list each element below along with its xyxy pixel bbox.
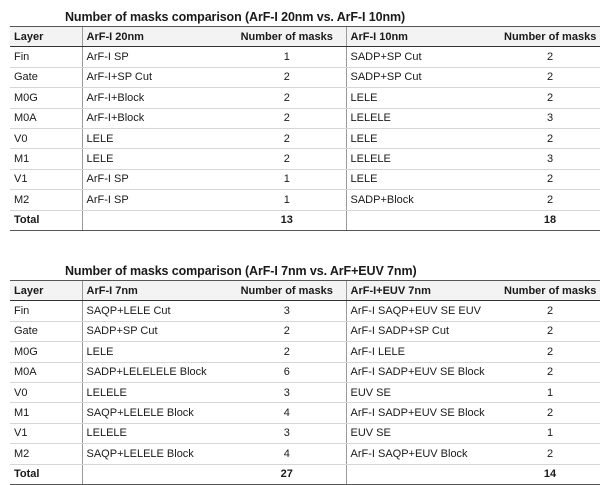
masks-a-cell: 4 [228, 403, 346, 423]
table-row [10, 423, 600, 443]
comparison-block-7-vs-euv [10, 262, 600, 485]
masks-a-cell: 2 [228, 321, 346, 341]
masks-b-cell: 2 [500, 403, 600, 423]
process-b-cell: ArF-I SADP+SP Cut [346, 321, 500, 341]
process-a-cell: ArF-I SP [82, 190, 228, 210]
header-row [10, 281, 600, 301]
process-a-cell: LELE [82, 342, 228, 362]
layer-cell: V1 [10, 423, 82, 443]
total-masks-a: 13 [228, 210, 346, 230]
process-a-cell: SADP+LELELELE Block [82, 362, 228, 382]
table-row [10, 190, 600, 210]
process-a-cell: LELELE [82, 423, 228, 443]
masks-b-cell: 2 [500, 301, 600, 321]
process-a-cell: ArF-I+Block [82, 88, 228, 108]
total-row [10, 210, 600, 230]
process-b-cell: SADP+SP Cut [346, 47, 500, 67]
process-a-cell: LELE [82, 149, 228, 169]
masks-b-cell: 3 [500, 149, 600, 169]
process-a-cell: LELELE [82, 382, 228, 402]
masks-a-cell: 3 [228, 382, 346, 402]
table-row [10, 342, 600, 362]
process-b-cell: ArF-I SAQP+EUV Block [346, 444, 500, 464]
masks-a-cell: 2 [228, 88, 346, 108]
header-masks-b: Number of masks [500, 27, 600, 47]
masks-b-cell: 2 [500, 47, 600, 67]
layer-cell: Fin [10, 47, 82, 67]
masks-a-cell: 1 [228, 47, 346, 67]
process-b-cell: ArF-I SADP+EUV SE Block [346, 403, 500, 423]
header-masks-b: Number of masks [500, 281, 600, 301]
table-row [10, 169, 600, 189]
total-empty-b [346, 464, 500, 484]
header-masks-a: Number of masks [228, 27, 346, 47]
masks-a-cell: 4 [228, 444, 346, 464]
layer-cell: M1 [10, 403, 82, 423]
masks-a-cell: 2 [228, 128, 346, 148]
layer-cell: Gate [10, 67, 82, 87]
process-a-cell: ArF-I SP [82, 47, 228, 67]
masks-b-cell: 2 [500, 190, 600, 210]
masks-b-cell: 2 [500, 88, 600, 108]
masks-a-cell: 6 [228, 362, 346, 382]
layer-cell: M0A [10, 108, 82, 128]
header-masks-a: Number of masks [228, 281, 346, 301]
layer-cell: Gate [10, 321, 82, 341]
table-title: Number of masks comparison (ArF-I 7nm vs. ArF+EUV 7nm) [65, 264, 417, 278]
process-a-cell: SAQP+LELE Cut [82, 301, 228, 321]
layer-cell: V1 [10, 169, 82, 189]
masks-b-cell: 2 [500, 362, 600, 382]
masks-a-cell: 3 [228, 423, 346, 443]
masks-b-cell: 2 [500, 342, 600, 362]
total-empty-b [346, 210, 500, 230]
masks-a-cell: 2 [228, 342, 346, 362]
table-row [10, 88, 600, 108]
total-empty-a [82, 464, 228, 484]
process-a-cell: SADP+SP Cut [82, 321, 228, 341]
masks-b-cell: 2 [500, 128, 600, 148]
masks-b-cell: 1 [500, 423, 600, 443]
layer-cell: V0 [10, 128, 82, 148]
total-masks-b: 14 [500, 464, 600, 484]
total-masks-b: 18 [500, 210, 600, 230]
layer-cell: M2 [10, 444, 82, 464]
masks-b-cell: 1 [500, 382, 600, 402]
table-row [10, 149, 600, 169]
masks-a-cell: 2 [228, 149, 346, 169]
table-row [10, 301, 600, 321]
masks-a-cell: 3 [228, 301, 346, 321]
process-b-cell: ArF-I LELE [346, 342, 500, 362]
process-b-cell: ArF-I SAQP+EUV SE EUV [346, 301, 500, 321]
total-empty-a [82, 210, 228, 230]
table-row [10, 128, 600, 148]
header-process-a: ArF-I 7nm [82, 281, 228, 301]
layer-cell: M0G [10, 342, 82, 362]
masks-b-cell: 2 [500, 321, 600, 341]
process-b-cell: LELE [346, 128, 500, 148]
process-b-cell: LELELE [346, 108, 500, 128]
table-row [10, 321, 600, 341]
process-a-cell: SAQP+LELELE Block [82, 403, 228, 423]
process-b-cell: LELE [346, 169, 500, 189]
mask-comparison-table [10, 280, 600, 485]
masks-a-cell: 2 [228, 108, 346, 128]
header-row [10, 27, 600, 47]
process-b-cell: SADP+SP Cut [346, 67, 500, 87]
header-process-b: ArF-I+EUV 7nm [346, 281, 500, 301]
table-row [10, 444, 600, 464]
header-process-a: ArF-I 20nm [82, 27, 228, 47]
process-a-cell: ArF-I SP [82, 169, 228, 189]
table-title: Number of masks comparison (ArF-I 20nm vs. ArF-I 10nm) [65, 10, 406, 24]
masks-b-cell: 2 [500, 67, 600, 87]
total-row [10, 464, 600, 484]
process-b-cell: LELE [346, 88, 500, 108]
masks-a-cell: 1 [228, 169, 346, 189]
masks-b-cell: 2 [500, 444, 600, 464]
header-layer: Layer [10, 281, 82, 301]
layer-cell: Fin [10, 301, 82, 321]
process-a-cell: LELE [82, 128, 228, 148]
masks-a-cell: 1 [228, 190, 346, 210]
layer-cell: M0G [10, 88, 82, 108]
masks-b-cell: 3 [500, 108, 600, 128]
process-a-cell: SAQP+LELELE Block [82, 444, 228, 464]
mask-comparison-table [10, 26, 600, 231]
table-row [10, 47, 600, 67]
total-label: Total [10, 464, 82, 484]
table-row [10, 362, 600, 382]
table-row [10, 108, 600, 128]
process-a-cell: ArF-I+Block [82, 108, 228, 128]
process-b-cell: LELELE [346, 149, 500, 169]
process-a-cell: ArF-I+SP Cut [82, 67, 228, 87]
total-label: Total [10, 210, 82, 230]
process-b-cell: SADP+Block [346, 190, 500, 210]
layer-cell: M2 [10, 190, 82, 210]
layer-cell: M0A [10, 362, 82, 382]
layer-cell: V0 [10, 382, 82, 402]
process-b-cell: EUV SE [346, 382, 500, 402]
comparison-block-20-vs-10 [10, 8, 600, 231]
table-row [10, 382, 600, 402]
masks-b-cell: 2 [500, 169, 600, 189]
total-masks-a: 27 [228, 464, 346, 484]
masks-a-cell: 2 [228, 67, 346, 87]
header-process-b: ArF-I 10nm [346, 27, 500, 47]
header-layer: Layer [10, 27, 82, 47]
process-b-cell: ArF-I SADP+EUV SE Block [346, 362, 500, 382]
table-row [10, 403, 600, 423]
layer-cell: M1 [10, 149, 82, 169]
process-b-cell: EUV SE [346, 423, 500, 443]
table-row [10, 67, 600, 87]
